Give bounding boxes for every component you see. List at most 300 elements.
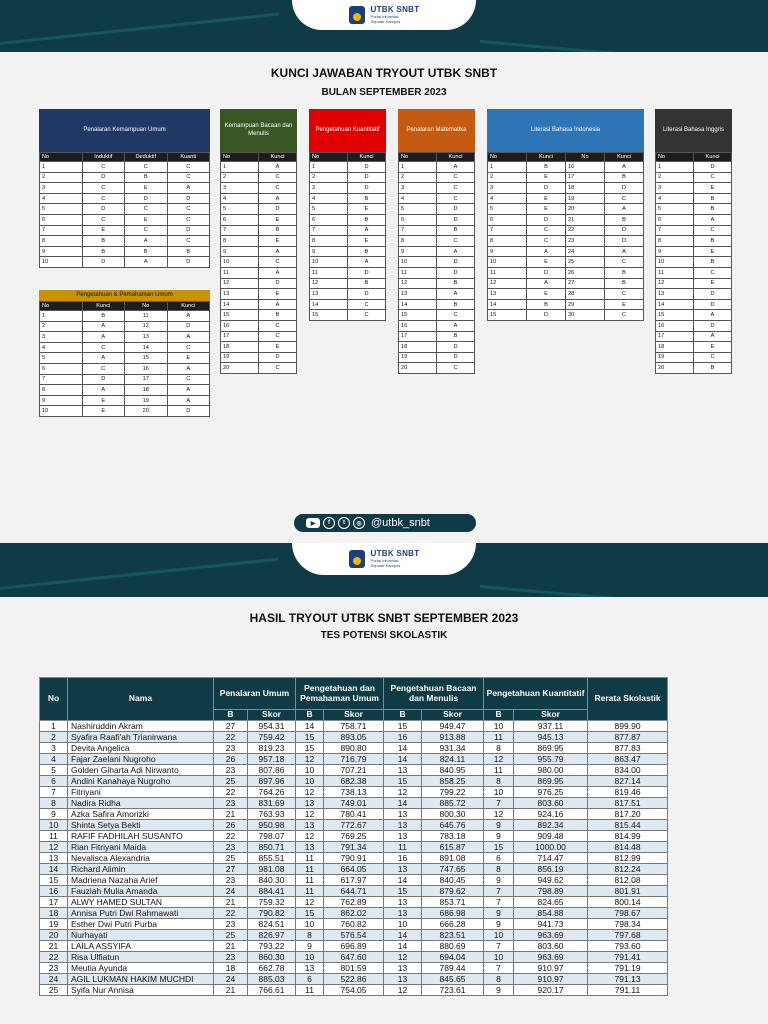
key-lbi-cell: 25 [566, 257, 605, 268]
key-pbm-row [221, 257, 297, 268]
table-cell: 8 [484, 864, 514, 875]
key-pbm-cell: D [259, 352, 297, 363]
student-name: Nurhayati [68, 930, 214, 941]
key-lbing-cell: B [694, 363, 732, 374]
key-lbi-header: No [566, 153, 605, 162]
key-pbm-cell: 1 [221, 162, 259, 173]
instagram-icon[interactable]: ◎ [353, 517, 365, 529]
youtube-icon[interactable]: ▶ [306, 518, 320, 528]
table-row [40, 765, 668, 776]
key-lbi-cell: 18 [566, 183, 605, 194]
key-lbing-cell: 6 [656, 214, 694, 225]
key-pm-row [399, 320, 475, 331]
key-lbing-cell: 10 [656, 257, 694, 268]
student-name: Rian Fitriyani Maida [68, 842, 214, 853]
table-cell: 976.25 [514, 787, 588, 798]
key-pm-row [399, 310, 475, 321]
key-pk-row [310, 225, 386, 236]
key-lbi-cell: B [605, 214, 644, 225]
header-band [0, 0, 768, 52]
key-lbi-row [488, 225, 644, 236]
key-pu-cell: B [167, 246, 210, 257]
key-lbing-row [656, 246, 732, 257]
student-name: Nevalisca Alexandria [68, 853, 214, 864]
key-pm-cell: A [437, 162, 475, 173]
key-ppu-cell: A [167, 363, 210, 374]
key-pm-row [399, 193, 475, 204]
table-cell: 21 [214, 985, 248, 996]
table-cell: 831.69 [248, 798, 296, 809]
table-cell: 9 [40, 809, 68, 820]
key-pk-row [310, 193, 386, 204]
key-ppu-cell: 13 [125, 332, 168, 343]
key-lbi-cell: 22 [566, 225, 605, 236]
key-pk-cell: D [348, 289, 386, 300]
table-cell: 858.25 [422, 776, 484, 787]
key-pm-cell: C [437, 183, 475, 194]
key-pu-row [40, 172, 210, 183]
key-pbm-cell: A [259, 193, 297, 204]
table-cell: 769.25 [324, 831, 384, 842]
table-cell: 824.65 [514, 897, 588, 908]
key-pu-cell: 10 [40, 257, 83, 268]
table-cell: 14 [384, 875, 422, 886]
key-pm-table [398, 152, 475, 374]
key-lbing-row [656, 162, 732, 173]
key-pbm-cell: 18 [221, 342, 259, 353]
key-lbing-row [656, 236, 732, 247]
key-lbi-cell: E [527, 193, 566, 204]
table-cell: 14 [40, 864, 68, 875]
table-cell: 11 [296, 886, 324, 897]
table-cell: 855.51 [248, 853, 296, 864]
key-pu-cell: E [82, 225, 125, 236]
logo-title-2: UTBK SNBT [370, 549, 420, 558]
key-pm-cell: 18 [399, 342, 437, 353]
table-cell: 860.30 [248, 952, 296, 963]
header-pu: Penalaran Umum [214, 678, 296, 710]
key-lbi-cell: 12 [488, 278, 527, 289]
key-lbi-cell: C [527, 236, 566, 247]
table-cell: 15 [296, 732, 324, 743]
table-cell: 666.28 [422, 919, 484, 930]
key-ppu-cell: D [167, 406, 210, 417]
logo-subtitle-2: Seputar Kampus [370, 19, 401, 24]
table-cell: 12 [484, 754, 514, 765]
student-name: AGIL LUKMAN HAKIM MUCHDI [68, 974, 214, 985]
key-pm-cell: 16 [399, 320, 437, 331]
table-cell: 790.91 [324, 853, 384, 864]
table-cell: 863.47 [588, 754, 668, 765]
key-ppu-cell: E [167, 353, 210, 364]
table-cell: 12 [384, 952, 422, 963]
key-pk-cell: 15 [310, 310, 348, 321]
table-cell: 949.47 [422, 721, 484, 732]
table-cell: 800.30 [422, 809, 484, 820]
table-row [40, 930, 668, 941]
key-pk-row [310, 299, 386, 310]
key-pm-cell: A [437, 246, 475, 257]
table-cell: 853.71 [422, 897, 484, 908]
key-lbi-cell: E [527, 204, 566, 215]
key-lbing-cell: 20 [656, 363, 694, 374]
key-pbm-row [221, 172, 297, 183]
table-cell: 686.98 [422, 908, 484, 919]
key-pbm-row [221, 225, 297, 236]
key-pbm-row [221, 352, 297, 363]
table-cell: 798.67 [588, 908, 668, 919]
table-cell: 13 [296, 798, 324, 809]
key-literasi-bahasa-inggris [655, 109, 732, 374]
table-cell: 957.18 [248, 754, 296, 765]
key-penalaran-umum [39, 109, 210, 268]
table-cell: 12 [40, 842, 68, 853]
key-lbi-cell: D [527, 267, 566, 278]
table-cell: 6 [296, 974, 324, 985]
key-lbing-cell: C [694, 225, 732, 236]
header-pu-skor: Skor [248, 710, 296, 721]
table-cell: 22 [214, 908, 248, 919]
key-ppu-cell: 12 [125, 321, 168, 332]
key-ppu-cell: D [167, 321, 210, 332]
table-row [40, 743, 668, 754]
key-pbm-row [221, 363, 297, 374]
key-pm-row [399, 363, 475, 374]
table-cell: 893.05 [324, 732, 384, 743]
key-lbing-row [656, 214, 732, 225]
table-cell: 791.41 [588, 952, 668, 963]
key-lbi-cell: 20 [566, 204, 605, 215]
table-cell: 885.72 [422, 798, 484, 809]
key-lbing-cell: 2 [656, 172, 694, 183]
key-ppu-cell: 8 [40, 385, 83, 396]
key-pbm-cell: E [259, 289, 297, 300]
key-ppu-cell: 20 [125, 406, 168, 417]
table-cell: 780.41 [324, 809, 384, 820]
table-row [40, 732, 668, 743]
key-pbm-cell: E [259, 342, 297, 353]
table-cell: 15 [484, 842, 514, 853]
key-lbing-title: Literasi Bahasa Inggris [655, 109, 732, 152]
table-cell: 13 [384, 908, 422, 919]
key-pm-cell: 11 [399, 267, 437, 278]
key-lbing-cell: E [694, 246, 732, 257]
table-cell: 714.47 [514, 853, 588, 864]
table-row [40, 875, 668, 886]
table-cell: 10 [296, 952, 324, 963]
table-cell: 9 [296, 941, 324, 952]
key-bacaan-menulis [220, 109, 297, 374]
table-cell: 772.67 [324, 820, 384, 831]
key-lbi-cell: 27 [566, 278, 605, 289]
table-cell: 9 [484, 919, 514, 930]
facebook-icon[interactable]: f [323, 517, 335, 529]
key-pm-row [399, 204, 475, 215]
table-cell: 963.69 [514, 952, 588, 963]
student-name: Fajar Zaelani Nugroho [68, 754, 214, 765]
key-lbing-cell: B [694, 204, 732, 215]
table-cell: 13 [296, 842, 324, 853]
table-cell: 647.60 [324, 952, 384, 963]
table-cell: 615.87 [422, 842, 484, 853]
table-cell: 869.95 [514, 743, 588, 754]
key-pbm-row [221, 183, 297, 194]
key-pu-cell: A [125, 257, 168, 268]
key-pu-row [40, 236, 210, 247]
key-pbm-table [220, 152, 297, 374]
key-pm-cell: 5 [399, 204, 437, 215]
key-pm-cell: B [437, 278, 475, 289]
key-pu-cell: C [82, 193, 125, 204]
table-cell: 522.86 [324, 974, 384, 985]
student-name: Esther Dwi Putri Purba [68, 919, 214, 930]
key-lbing-cell: D [694, 320, 732, 331]
key-lbi-cell: A [527, 278, 566, 289]
key-ppu-row [40, 395, 210, 406]
key-pm-cell: C [437, 363, 475, 374]
table-cell: 823.51 [422, 930, 484, 941]
table-cell: 812.08 [588, 875, 668, 886]
table-cell: 941.73 [514, 919, 588, 930]
key-pu-cell: C [167, 236, 210, 247]
table-cell: 13 [40, 853, 68, 864]
key-pu-row [40, 204, 210, 215]
key-lbi-row [488, 214, 644, 225]
table-cell: 913.88 [422, 732, 484, 743]
key-pbm-cell: C [259, 363, 297, 374]
key-lbing-cell: D [694, 162, 732, 173]
key-ppu-row [40, 363, 210, 374]
table-cell: 797.68 [588, 930, 668, 941]
table-cell: 10 [40, 820, 68, 831]
table-cell: 19 [40, 919, 68, 930]
key-ppu-row [40, 353, 210, 364]
table-cell: 7 [484, 798, 514, 809]
key-ppu-cell: A [167, 311, 210, 322]
social-handle[interactable]: @utbk_snbt [371, 517, 430, 529]
key-pbm-cell: 10 [221, 257, 259, 268]
key-pm-cell: A [437, 320, 475, 331]
table-cell: 885.03 [248, 974, 296, 985]
key-lbi-cell: C [605, 289, 644, 300]
key-lbing-cell: B [694, 257, 732, 268]
student-name: Nadira Ridha [68, 798, 214, 809]
key-pu-header: No [40, 153, 83, 162]
key-pu-cell: D [82, 257, 125, 268]
table-cell: 13 [384, 963, 422, 974]
key-pk-cell: 2 [310, 172, 348, 183]
key-pbm-row [221, 299, 297, 310]
table-row [40, 787, 668, 798]
key-pm-cell: D [437, 342, 475, 353]
table-cell: 10 [384, 919, 422, 930]
table-cell: 23 [214, 952, 248, 963]
key-lbi-cell: B [605, 278, 644, 289]
table-cell: 812.24 [588, 864, 668, 875]
key-ppu-cell: A [167, 385, 210, 396]
table-row [40, 798, 668, 809]
table-cell: 892.34 [514, 820, 588, 831]
key-lbi-cell: 2 [488, 172, 527, 183]
key-lbi-cell: E [527, 257, 566, 268]
table-row [40, 864, 668, 875]
key-lbi-cell: E [527, 289, 566, 300]
table-cell: 910.97 [514, 974, 588, 985]
key-pk-cell: E [348, 236, 386, 247]
key-pk-row [310, 310, 386, 321]
table-cell: 840.45 [422, 875, 484, 886]
key-lbing-cell: 3 [656, 183, 694, 194]
key-lbi-header: Kunci [605, 153, 644, 162]
key-pu-cell: C [167, 204, 210, 215]
table-cell: 800.14 [588, 897, 668, 908]
logo-2 [292, 543, 476, 575]
key-lbi-cell: 15 [488, 310, 527, 321]
table-row [40, 897, 668, 908]
student-name: Madriena Nazaha Arief [68, 875, 214, 886]
key-pu-cell: A [125, 236, 168, 247]
key-pbm-cell: 2 [221, 172, 259, 183]
key-lbing-row [656, 225, 732, 236]
table-cell: 9 [484, 908, 514, 919]
key-pu-table [39, 152, 210, 268]
key-pu-cell: C [82, 162, 125, 173]
key-lbi-cell: 5 [488, 204, 527, 215]
key-pm-cell: C [437, 310, 475, 321]
key-pbm-cell: 15 [221, 310, 259, 321]
logo-subtitle-2-2: Seputar Kampus [370, 563, 401, 568]
key-pbm-cell: A [259, 267, 297, 278]
key-lbi-cell: 30 [566, 310, 605, 321]
table-cell: 909.48 [514, 831, 588, 842]
table-cell: 23 [40, 963, 68, 974]
table-cell: 814.99 [588, 831, 668, 842]
key-pm-cell: 10 [399, 257, 437, 268]
key-ppu-cell: 5 [40, 353, 83, 364]
table-cell: 783.18 [422, 831, 484, 842]
table-cell: 4 [40, 754, 68, 765]
key-pk-row [310, 289, 386, 300]
key-pk-cell: 10 [310, 257, 348, 268]
table-cell: 793.60 [588, 941, 668, 952]
key-pm-row [399, 299, 475, 310]
key-pu-row [40, 257, 210, 268]
key-lbi-cell: 16 [566, 162, 605, 173]
table-cell: 23 [214, 875, 248, 886]
key-pk-row [310, 257, 386, 268]
key-pbm-cell: 3 [221, 183, 259, 194]
key-pbm-row [221, 342, 297, 353]
key-pm-cell: B [437, 331, 475, 342]
table-cell: 696.89 [324, 941, 384, 952]
table-row [40, 985, 668, 996]
key-pbm-cell: 8 [221, 236, 259, 247]
key-pbm-row [221, 320, 297, 331]
key-pm-cell: 13 [399, 289, 437, 300]
key-lbi-row [488, 257, 644, 268]
table-cell: 14 [384, 798, 422, 809]
key-pk-row [310, 204, 386, 215]
key-pk-title: Pengetahuan Kuantitatif [309, 109, 386, 152]
table-cell: 16 [384, 732, 422, 743]
key-lbing-row [656, 342, 732, 353]
key-lbi-cell: 23 [566, 236, 605, 247]
key-ppu-cell: 14 [125, 342, 168, 353]
table-row [40, 908, 668, 919]
table-cell: 707.21 [324, 765, 384, 776]
key-ppu-row [40, 321, 210, 332]
key-lbing-cell: 13 [656, 289, 694, 300]
key-lbing-cell: 9 [656, 246, 694, 257]
table-cell: 694.04 [422, 952, 484, 963]
key-lbi-cell: B [527, 299, 566, 310]
table-cell: 23 [214, 798, 248, 809]
key-pk-row [310, 246, 386, 257]
key-pm-row [399, 278, 475, 289]
table-row [40, 919, 668, 930]
key-ppu-cell: E [82, 395, 125, 406]
key-pbm-title: Kemampuan Bacaan dan Menulis [220, 109, 297, 152]
student-name: Syifa Nur Annisa [68, 985, 214, 996]
key-pbm-cell: A [259, 162, 297, 173]
key-ppu-cell: C [167, 374, 210, 385]
table-cell: 21 [40, 941, 68, 952]
key-pm-header: Kunci [437, 153, 475, 162]
table-cell: 10 [484, 787, 514, 798]
key-pu-cell: B [82, 246, 125, 257]
key-lbi-header: Kunci [527, 153, 566, 162]
twitter-icon[interactable]: t [338, 517, 350, 529]
key-pk-row [310, 214, 386, 225]
table-cell: 11 [384, 842, 422, 853]
key-pu-cell: C [125, 204, 168, 215]
key-pbm-cell: E [259, 214, 297, 225]
table-cell: 6 [40, 776, 68, 787]
table-cell: 12 [296, 831, 324, 842]
key-lbing-cell: C [694, 172, 732, 183]
key-lbing-cell: 15 [656, 310, 694, 321]
student-name: Annisa Putri Dwi Rahmawati [68, 908, 214, 919]
key-lbing-row [656, 320, 732, 331]
key-lbi-cell: 1 [488, 162, 527, 173]
key-pu-cell: B [125, 172, 168, 183]
key-pu-cell: D [82, 204, 125, 215]
header-ppu: Pengetahuan dan Pemahaman Umum [296, 678, 384, 710]
table-cell: 764.26 [248, 787, 296, 798]
key-ppu-cell: 3 [40, 332, 83, 343]
table-cell: 12 [296, 897, 324, 908]
key-ppu-cell: 7 [40, 374, 83, 385]
table-cell: 791.34 [324, 842, 384, 853]
table-cell: 891.08 [422, 853, 484, 864]
key-lbing-cell: E [694, 183, 732, 194]
key-ppu-header: Kunci [167, 302, 210, 311]
key-pk-cell: D [348, 162, 386, 173]
key-pu-cell: C [167, 162, 210, 173]
table-cell: 25 [214, 930, 248, 941]
table-cell: 945.13 [514, 732, 588, 743]
key-pbm-cell: B [259, 225, 297, 236]
key-lbi-cell: 17 [566, 172, 605, 183]
key-lbing-cell: 16 [656, 320, 694, 331]
key-pbm-cell: 7 [221, 225, 259, 236]
table-cell: 763.93 [248, 809, 296, 820]
key-pbm-cell: 20 [221, 363, 259, 374]
key-pbm-row [221, 162, 297, 173]
table-row [40, 754, 668, 765]
table-cell: 11 [296, 875, 324, 886]
table-cell: 7 [484, 963, 514, 974]
